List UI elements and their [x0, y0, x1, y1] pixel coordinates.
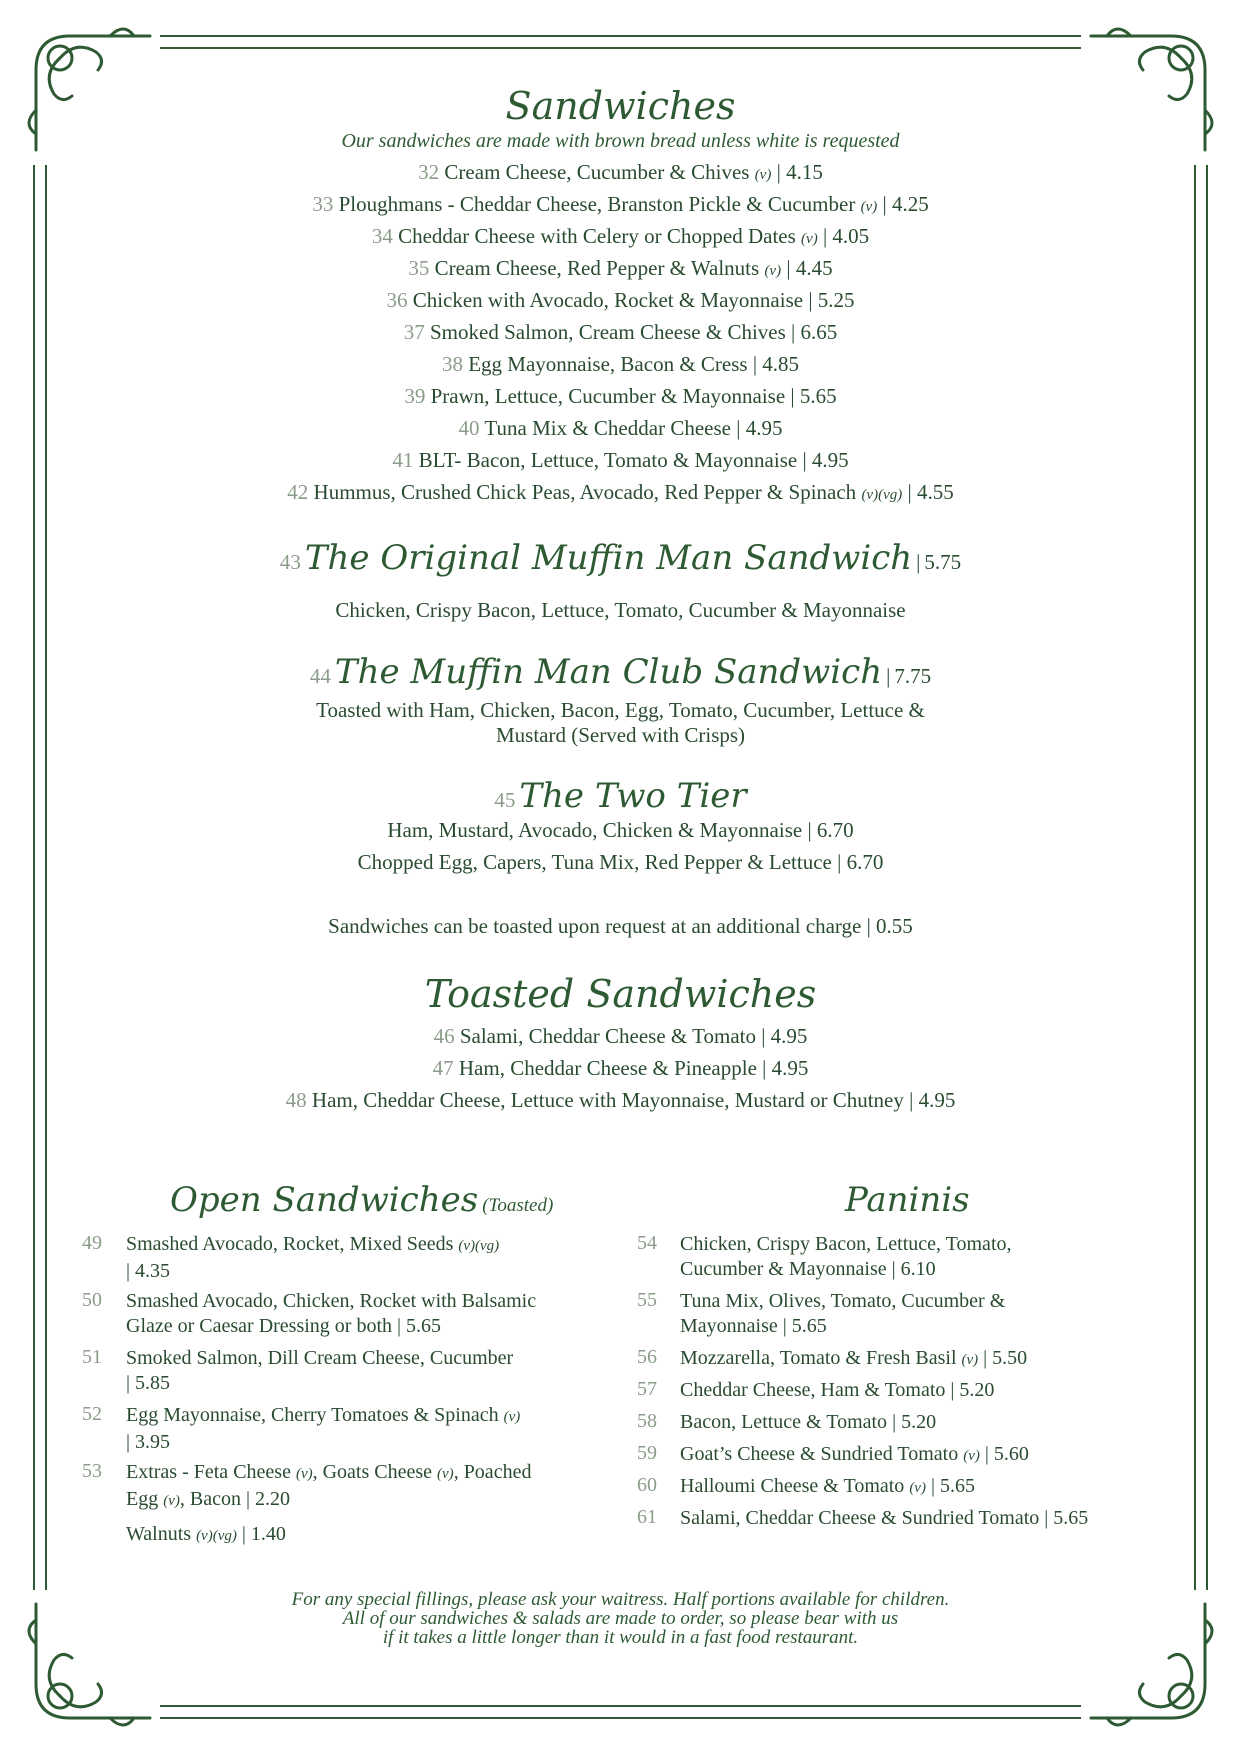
- item-number: 33: [312, 192, 334, 216]
- list-item: [680, 1289, 1005, 1339]
- item-line-1: Smoked Salmon, Dill Cream Cheese, Cucumber: [126, 1347, 514, 1369]
- item-line-1: Tuna Mix, Olives, Tomato, Cucumber &: [680, 1290, 1006, 1312]
- item-number: 56: [637, 1346, 657, 1368]
- item-price: | 5.50: [983, 1347, 1028, 1369]
- list-item: [0, 448, 1241, 473]
- separator: |: [907, 480, 912, 504]
- list-item: [126, 1346, 513, 1396]
- separator: |: [791, 320, 796, 344]
- item-number: 39: [404, 384, 426, 408]
- paninis-title: Paninis: [845, 1180, 970, 1220]
- veg-badge: (v): [754, 167, 772, 183]
- item-price: | 5.65: [930, 1475, 975, 1497]
- item-number: 41: [392, 448, 414, 472]
- sandwiches-subtitle: Our sandwiches are made with brown bread unless white is requested: [341, 130, 900, 152]
- item-name: Ploughmans - Cheddar Cheese, Branston Pickle & Cucumber: [338, 192, 856, 216]
- toast-upon-request-note: Sandwiches can be toasted upon request at an additional charge | 0.55: [328, 914, 913, 938]
- separator: |: [916, 550, 921, 574]
- club-sandwich-title: The Muffin Man Club Sandwich: [334, 652, 883, 692]
- item-name: Hummus, Crushed Chick Peas, Avocado, Red Pepper & Spinach: [313, 480, 857, 504]
- item-text: Salami, Cheddar Cheese & Tomato | 4.95: [459, 1024, 808, 1048]
- list-item-extras: [126, 1460, 531, 1549]
- item-name: Prawn, Lettuce, Cucumber & Mayonnaise: [430, 384, 786, 408]
- two-tier-heading: [0, 776, 1241, 816]
- list-item: [0, 256, 1241, 281]
- item-price: 4.95: [745, 416, 783, 440]
- veg-badge: (v): [163, 1493, 180, 1509]
- item-number: 37: [403, 320, 425, 344]
- veg-badge: (v): [801, 231, 818, 247]
- veg-badge: (v): [295, 1466, 313, 1482]
- item-name: Egg Mayonnaise, Bacon & Cress: [468, 352, 748, 376]
- item-name: Chicken with Avocado, Rocket & Mayonnaise: [412, 288, 804, 312]
- separator: |: [776, 160, 781, 184]
- item-name: BLT- Bacon, Lettuce, Tomato & Mayonnaise: [418, 448, 798, 472]
- two-tier-option-2: Chopped Egg, Capers, Tuna Mix, Red Pepper & Lettuce | 6.70: [357, 850, 884, 874]
- open-sandwiches-title: Open Sandwiches: [170, 1180, 479, 1220]
- item-name: Bacon, Lettuce & Tomato: [680, 1411, 888, 1433]
- item-name: Cream Cheese, Red Pepper & Walnuts: [434, 256, 760, 280]
- item-line-1: Smashed Avocado, Chicken, Rocket with Balsamic: [126, 1290, 537, 1312]
- item-line-1: Egg Mayonnaise, Cherry Tomatoes & Spinach: [126, 1404, 499, 1426]
- veg-badge: (v)(vg): [458, 1238, 500, 1254]
- item-number: 50: [82, 1289, 102, 1311]
- list-item: [0, 416, 1241, 441]
- item-number: 43: [279, 550, 301, 574]
- item-name: Cheddar Cheese, Ham & Tomato: [680, 1379, 946, 1401]
- club-sandwich-description-line-1: Toasted with Ham, Chicken, Bacon, Egg, Tomato, Cucumber, Lettuce &: [316, 698, 925, 722]
- list-item: [0, 192, 1241, 217]
- item-number: 45: [494, 788, 516, 812]
- item-price: 4.95: [811, 448, 849, 472]
- item-name: Salami, Cheddar Cheese & Sundried Tomato: [680, 1507, 1040, 1529]
- footer-note-line-2: All of our sandwiches & salads are made to order, so please bear with us: [342, 1608, 899, 1629]
- separator: |: [886, 664, 891, 688]
- separator: |: [790, 384, 795, 408]
- item-price: 4.85: [762, 352, 800, 376]
- item-number: 46: [433, 1024, 455, 1048]
- item-number: 60: [637, 1474, 657, 1496]
- extras-text: Extras - Feta Cheese: [126, 1461, 291, 1483]
- list-item: [0, 480, 1241, 505]
- item-name: Mozzarella, Tomato & Fresh Basil: [680, 1347, 957, 1369]
- list-item: [126, 1232, 499, 1284]
- list-item: [680, 1506, 1088, 1531]
- item-line-2: Cucumber & Mayonnaise | 6.10: [680, 1258, 936, 1280]
- item-number: 51: [82, 1346, 102, 1368]
- item-number: 40: [458, 416, 480, 440]
- list-item: [0, 320, 1241, 345]
- extras-text: , Goats Cheese: [312, 1461, 433, 1483]
- two-tier-option-1: Ham, Mustard, Avocado, Chicken & Mayonnaise | 6.70: [387, 818, 854, 842]
- item-name: Goat’s Cheese & Sundried Tomato: [680, 1443, 959, 1465]
- item-price: 5.65: [799, 384, 837, 408]
- club-sandwich-heading: [0, 652, 1241, 692]
- toasted-sandwiches-title: Toasted Sandwiches: [424, 972, 817, 1016]
- item-price: 5.25: [817, 288, 855, 312]
- veg-badge: (v): [764, 263, 782, 279]
- item-line-2: | 5.85: [126, 1372, 171, 1394]
- item-number: 52: [82, 1403, 102, 1425]
- item-number: 35: [408, 256, 430, 280]
- item-number: 61: [637, 1506, 657, 1528]
- footer-note-line-3: if it takes a little longer than it would in a fast food restaurant.: [382, 1627, 859, 1648]
- item-number: 49: [82, 1232, 102, 1254]
- list-item: [0, 1056, 1241, 1081]
- veg-badge: (v): [963, 1448, 980, 1464]
- separator: |: [736, 416, 741, 440]
- list-item: [0, 224, 1241, 249]
- list-item: [0, 384, 1241, 409]
- item-number: 32: [418, 160, 440, 184]
- item-text: Ham, Cheddar Cheese & Pineapple | 4.95: [458, 1056, 809, 1080]
- item-number: 34: [371, 224, 393, 248]
- list-item: [126, 1289, 536, 1339]
- original-sandwich-description: Chicken, Crispy Bacon, Lettuce, Tomato, Cucumber & Mayonnaise: [335, 598, 906, 622]
- item-number: 38: [441, 352, 463, 376]
- veg-badge: (v): [437, 1466, 454, 1482]
- item-price: 4.25: [891, 192, 929, 216]
- separator: |: [786, 256, 791, 280]
- item-number: 42: [287, 480, 309, 504]
- open-sandwiches-note: (Toasted): [482, 1195, 554, 1216]
- item-name: Halloumi Cheese & Tomato: [680, 1475, 905, 1497]
- extras-text: , Poached: [453, 1461, 532, 1483]
- extras-text: , Bacon | 2.20: [179, 1488, 290, 1510]
- item-line-2: Glaze or Caesar Dressing or both | 5.65: [126, 1315, 442, 1337]
- item-number: 48: [285, 1088, 307, 1112]
- list-item: [680, 1378, 994, 1403]
- item-price: 5.75: [924, 550, 962, 574]
- list-item: [680, 1346, 1027, 1373]
- item-number: 44: [309, 664, 331, 688]
- list-item: [680, 1442, 1029, 1469]
- item-number: 59: [637, 1442, 657, 1464]
- separator: |: [752, 352, 758, 376]
- item-price: 7.75: [894, 664, 932, 688]
- list-item: [0, 1024, 1241, 1049]
- veg-badge: (v): [961, 1352, 979, 1368]
- item-name: Tuna Mix & Cheddar Cheese: [484, 416, 731, 440]
- veg-badge: (v): [503, 1409, 521, 1425]
- item-price: 6.65: [800, 320, 838, 344]
- item-price: 4.45: [795, 256, 833, 280]
- separator: |: [882, 192, 887, 216]
- veg-badge: (v): [860, 199, 878, 215]
- item-price: 4.55: [916, 480, 954, 504]
- item-number: 54: [637, 1232, 657, 1254]
- item-number: 57: [637, 1378, 657, 1400]
- list-item: [680, 1474, 975, 1501]
- item-price: | 5.60: [984, 1443, 1029, 1465]
- list-item: [680, 1232, 1012, 1282]
- item-number: 55: [637, 1289, 657, 1311]
- item-line-2: | 3.95: [126, 1431, 171, 1453]
- item-name: Cheddar Cheese with Celery or Chopped Dates: [398, 224, 796, 248]
- open-sandwiches-heading: [170, 1180, 553, 1220]
- list-item: [0, 1088, 1241, 1113]
- item-line-1: Chicken, Crispy Bacon, Lettuce, Tomato,: [680, 1233, 1012, 1255]
- item-price: 4.15: [786, 160, 823, 184]
- separator: |: [822, 224, 828, 248]
- item-price: | 5.20: [892, 1411, 937, 1433]
- separator: |: [808, 288, 813, 312]
- list-item: [126, 1403, 520, 1455]
- veg-badge: (v)(vg): [196, 1528, 237, 1544]
- item-name: Cream Cheese, Cucumber & Chives: [444, 160, 750, 184]
- extras-text: Egg: [126, 1488, 159, 1510]
- list-item: [680, 1410, 936, 1435]
- list-item: [0, 288, 1241, 313]
- original-sandwich-heading: [0, 538, 1241, 578]
- club-sandwich-description-line-2: Mustard (Served with Crisps): [495, 723, 746, 747]
- item-text: Ham, Cheddar Cheese, Lettuce with Mayonnaise, Mustard or Chutney | 4.95: [311, 1088, 956, 1112]
- item-price: 4.05: [832, 224, 870, 248]
- veg-badge: (v)(vg): [861, 487, 903, 503]
- sandwiches-title: Sandwiches: [505, 84, 736, 128]
- item-name: Smoked Salmon, Cream Cheese & Chives: [429, 320, 786, 344]
- footer-note-line-1: For any special fillings, please ask your waitress. Half portions available for children.: [291, 1589, 950, 1610]
- list-item: [0, 160, 1241, 185]
- list-item: [0, 352, 1241, 377]
- original-sandwich-title: The Original Muffin Man Sandwich: [304, 538, 913, 578]
- item-number: 53: [82, 1460, 102, 1482]
- item-price: | 5.20: [950, 1379, 995, 1401]
- item-line-1: Smashed Avocado, Rocket, Mixed Seeds: [126, 1233, 454, 1255]
- veg-badge: (v): [909, 1480, 926, 1496]
- item-number: 36: [386, 288, 408, 312]
- separator: |: [802, 448, 807, 472]
- extras-text: Walnuts: [126, 1523, 192, 1545]
- two-tier-title: The Two Tier: [519, 776, 747, 816]
- item-line-2: | 4.35: [126, 1260, 171, 1282]
- item-number: 47: [432, 1056, 454, 1080]
- item-line-2: Mayonnaise | 5.65: [680, 1315, 827, 1337]
- extras-text: | 1.40: [241, 1523, 286, 1545]
- item-number: 58: [637, 1410, 657, 1432]
- item-price: | 5.65: [1044, 1507, 1089, 1529]
